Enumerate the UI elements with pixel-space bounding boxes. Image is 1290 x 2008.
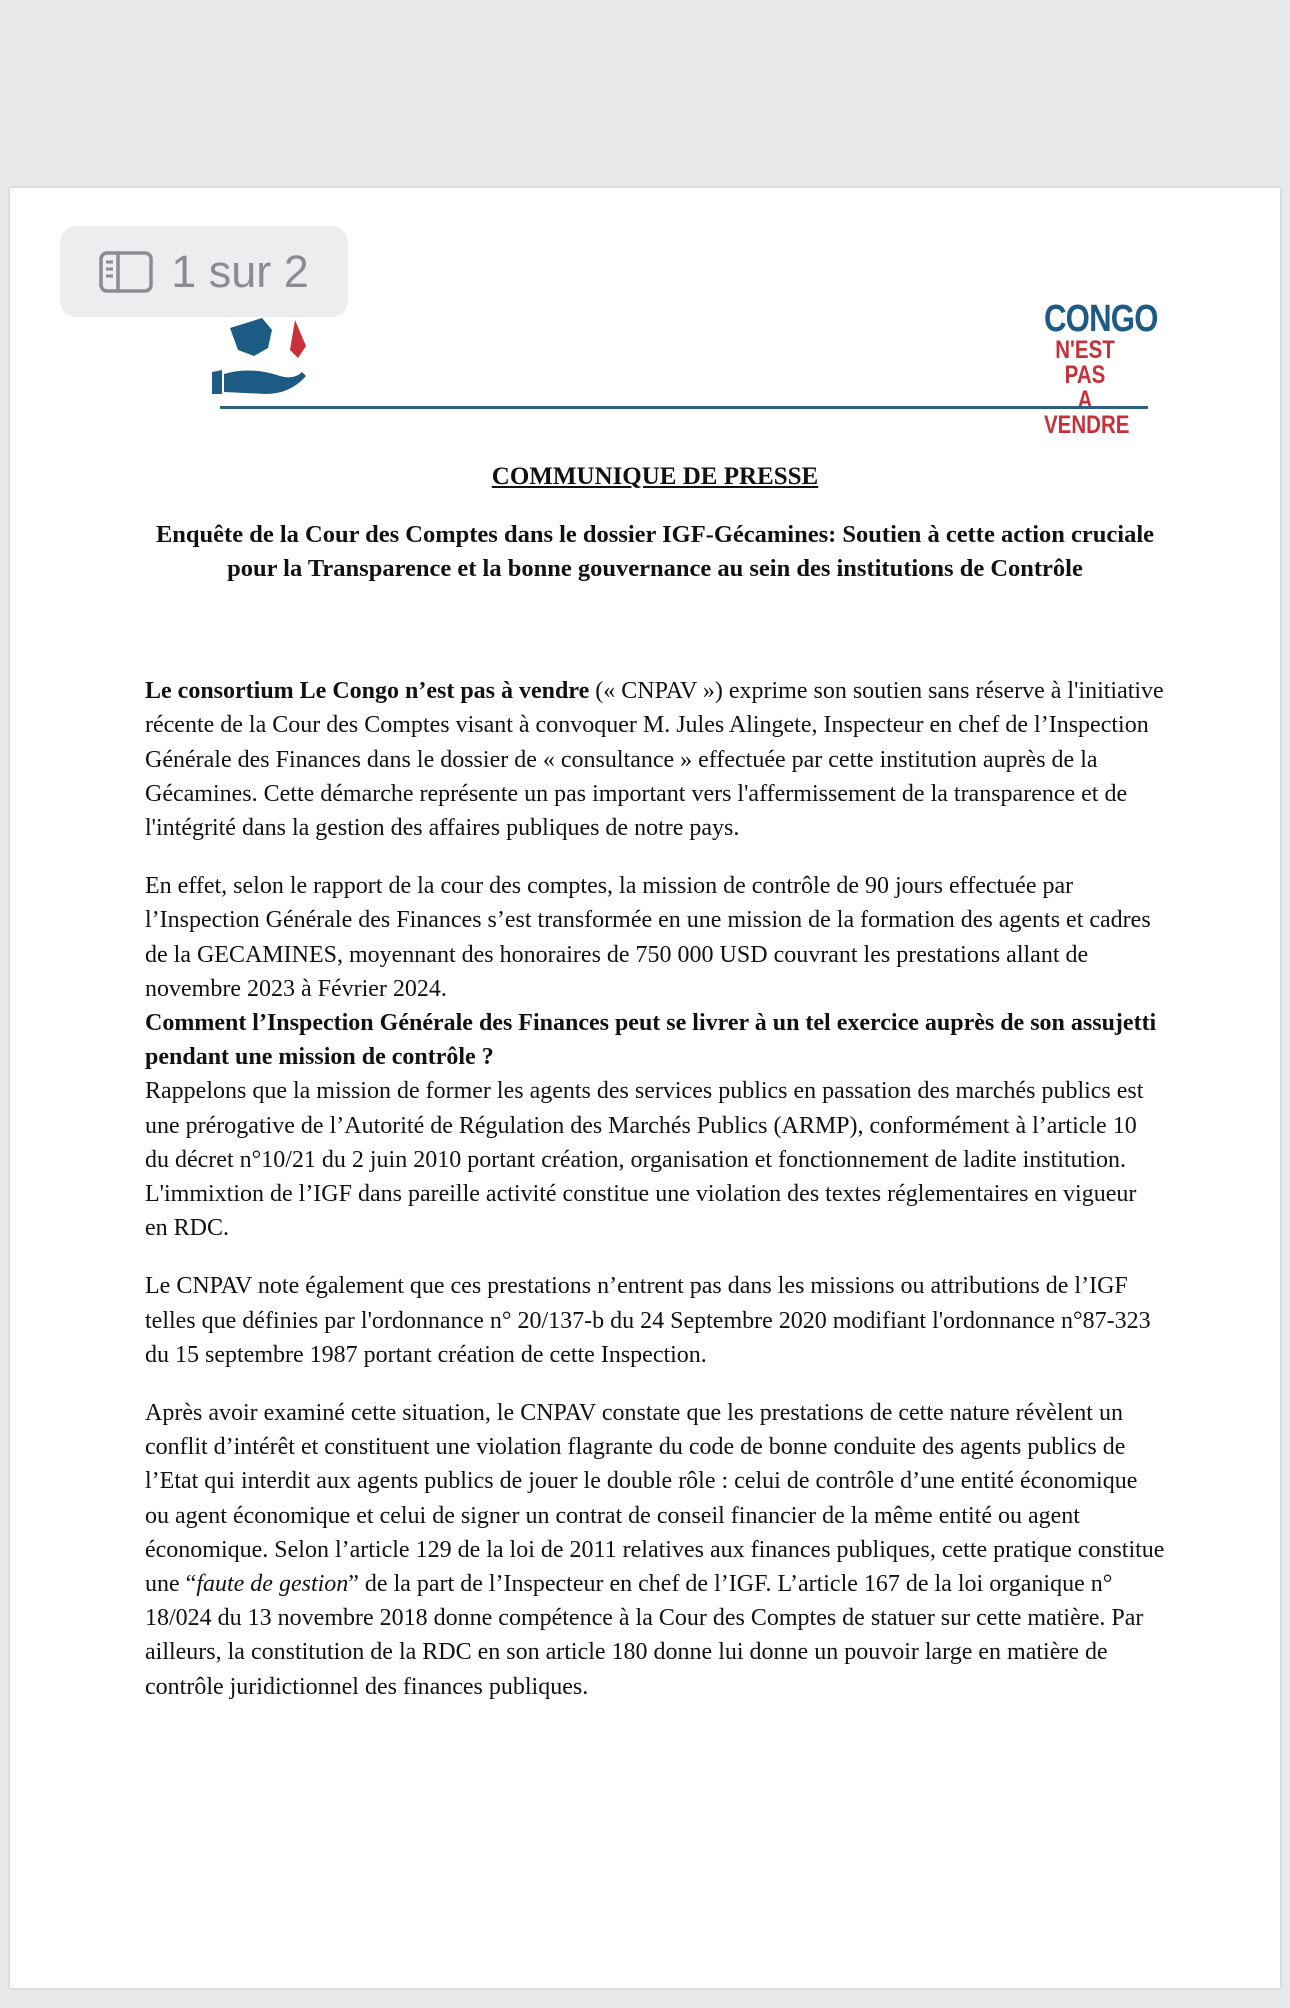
paragraph-3: Rappelons que la mission de former les agents des services publics en passation des marchés publics est une prérogative de l’Autorité de Régulation des Marchés Publics (ARMP), conformément à l’article 10 du décret n°10/21 du 2 juin 2010 portant création, organisation et fonctionnement de ladite institution. L'immixtion de l’IGF dans pareille activité constitue une violation des textes réglementaires en vigueur en RDC.	[145, 1078, 1144, 1242]
paragraph-question: Comment l’Inspection Générale des Finances peut se livrer à un tel exercice auprès de son assujetti pendant une mission de contrôle ?	[145, 1010, 1157, 1071]
cnpav-logo-right: CONGO N'EST PAS A VENDRE	[1044, 298, 1158, 439]
paragraph-2: En effet, selon le rapport de la cour des comptes, la mission de contrôle de 90 jours effectuée par l’Inspection Générale des Finances s’est transformée en une mission de la formation des agents et cadres de la GECAMINES, moyennant des honoraires de 750 000 USD couvrant les prestations allant de novembre 2023 à Février 2024.	[145, 873, 1151, 1002]
document-subtitle: Enquête de la Cour des Comptes dans le dossier IGF-Gécamines: Soutien à cette action cruciale pour la Transparence et la bonne gouvernance au sein des institutions de Contrôle	[155, 521, 1155, 583]
sidebar-icon[interactable]	[99, 251, 153, 293]
document-title: COMMUNIQUE DE PRESSE	[491, 463, 819, 490]
header-divider	[220, 406, 1148, 409]
page-indicator-label: 1 sur 2	[171, 245, 309, 297]
document-body	[145, 460, 1165, 1728]
paragraph-5: Après avoir examiné cette situation, le CNPAV constate que les prestations de cette nature révèlent un conflit d’intérêt et constituent une violation flagrante du code de bonne conduite des agents publics de l’Etat qui interdit aux agents publics de jouer le double rôle : celui de contrôle d’une entité économique ou agent économique et celui de signer un contrat de conseil financier de la même entité ou agent économique. Selon l’article 129 de la loi de 2011 relatives aux finances publiques, cette pratique constitue une “faute de gestion” de la part de l’Inspecteur en chef de l’IGF. L’article 167 de la loi organique n° 18/024 du 13 novembre 2018 donne compétence à la Cour des Comptes de statuer sur cette matière. Par ailleurs, la constitution de la RDC en son article 180 donne lui donne un pouvoir large en matière de contrôle juridictionnel des finances publiques.	[145, 1400, 1165, 1700]
paragraph-4: Le CNPAV note également que ces prestations n’entrent pas dans les missions ou attributions de l’IGF telles que définies par l'ordonnance n° 20/137-b du 24 Septembre 2020 modifiant l'ordonnance n°87-323 du 15 septembre 1987 portant création de cette Inspection.	[145, 1273, 1151, 1368]
paragraph-1: Le consortium Le Congo n’est pas à vendre (« CNPAV ») exprime son soutien sans réserve à l'initiative récente de la Cour des Comptes visant à convoquer M. Jules Alingete, Inspecteur en chef de l’Inspection Générale des Finances dans le dossier de « consultance » effectuée par cette institution auprès de la Gécamines. Cette démarche représente un pas important vers l'affermissement de la transparence et de l'intégrité dans la gestion des affaires publiques de notre pays.	[145, 678, 1164, 842]
page-indicator[interactable]	[60, 226, 348, 317]
